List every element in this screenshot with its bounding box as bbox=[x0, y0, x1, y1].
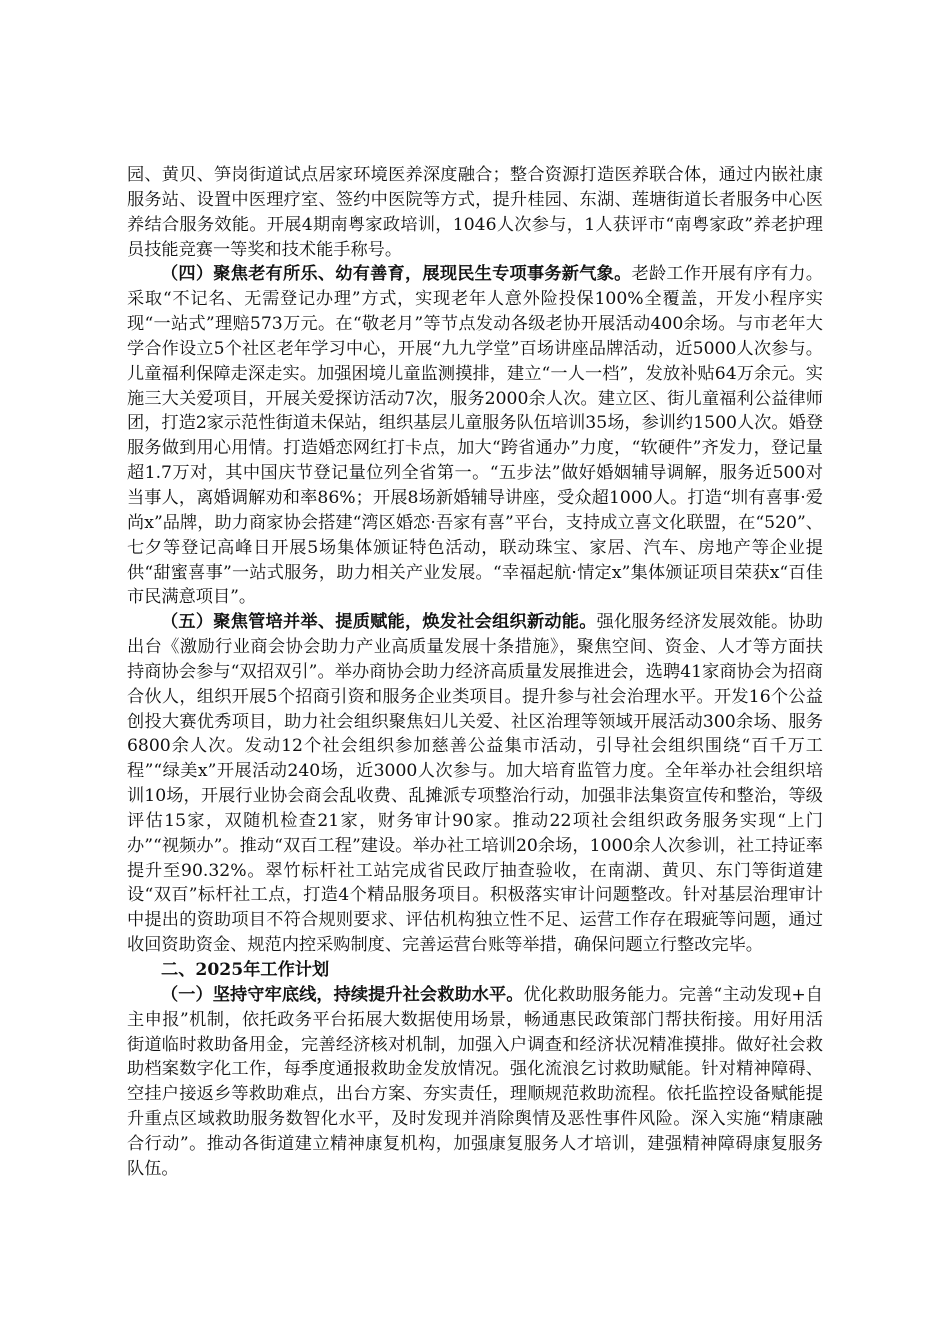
paragraph-elderly-children bbox=[127, 262, 823, 610]
paragraph-social-organizations bbox=[127, 610, 823, 958]
paragraph-continuation: 园、黄贝、笋岗街道试点居家环境医养深度融合；整合资源打造医养联合体，通过内嵌社康服务站、设置中医理疗室、签约中医院等方式，提升桂园、东湖、莲塘街道长者服务中心医养结合服务效能。开展4期南粤家政培训，1046人次参与，1人获评市“南粤家政”养老护理员技能竞赛一等奖和技术能手称号。 bbox=[127, 165, 823, 260]
plan-heading-1: （一）坚持守牢底线，持续提升社会救助水平。 bbox=[161, 984, 524, 1005]
chapter-heading-2025-plan: 二、2025年工作计划 bbox=[161, 960, 330, 980]
section-heading-5: （五）聚焦管培并举、提质赋能，焕发社会组织新动能。 bbox=[161, 612, 597, 633]
section-body-5: 强化服务经济发展效能。协助出台《激励行业商会协会助力产业高质量发展十条措施》，聚焦空间、资金、人才等方面扶持商协会参与“双招双引”。举办商协会助力经济高质量发展推进会，选聘41家商协会为招商合伙人，组织开展5个招商引资和服务企业类项目。提升参与社会治理水平。开发16个公益创投大赛优秀项目，助力社会组织聚焦妇儿关爱、社区治理等领域开展活动300余场、服务6800余人次。发动12个社会组织参加慈善公益集市活动，引导社会组织围绕“百千万工程”“绿美x”开展活动240场，近3000人次参与。加大培育监管力度。全年举办社会组织培训10场，开展行业协会商会乱收费、乱摊派专项整治行动，加强非法集资宣传和整治，等级评估15家，双随机检查21家，财务审计90家。推动22项社会组织政务服务实现“上门办”“视频办”。推动“双百工程”建设。举办社工培训20余场，1000余人次参训，社工持证率提升至90.32%。翠竹标杆社工站完成省民政厅抽查验收，在南湖、黄贝、东门等街道建设“双百”标杆社工点，打造4个精品服务项目。积极落实审计问题整改。针对基层治理审计中提出的资助项目不符合规则要求、评估机构独立性不足、运营工作存在瑕疵等问题，通过收回资助资金、规范内控采购制度、完善运营台账等举措，确保问题立行整改完毕。 bbox=[127, 612, 823, 956]
plan-body-1: 优化救助服务能力。完善“主动发现+自主申报”机制，依托政务平台拓展大数据使用场景，畅通惠民政策部门帮扶衔接。用好用活街道临时救助备用金，完善经济核对机制，加强入户调查和经济状况精准摸排。做好社会救助档案数字化工作，每季度通报救助金发放情况。强化流浪乞讨救助赋能。针对精神障碍、空挂户接返乡等救助难点，出台方案、夯实责任，理顺规范救助流程。依托监控设备赋能提升重点区域救助服务数智化水平，及时发现并消除舆情及恶性事件风险。深入实施“精康融合行动”。推动各街道建立精神康复机构，加强康复服务人才培训，建强精神障碍康复服务队伍。 bbox=[127, 984, 823, 1179]
section-heading-4: （四）聚焦老有所乐、幼有善育，展现民生专项事务新气象。 bbox=[161, 264, 632, 285]
document-page bbox=[127, 163, 823, 1182]
paragraph-social-assistance bbox=[127, 983, 823, 1182]
section-body-4: 老龄工作开展有序有力。采取“不记名、无需登记办理”方式，实现老年人意外险投保100%全覆盖，开发小程序实现“一站式”理赔573万元。在“敬老月”等节点发动各级老协开展活动400余场。与市老年大学合作设立5个社区老年学习中心，开展“九九学堂”百场讲座品牌活动，近5000人次参与。儿童福利保障走深走实。加强困境儿童监测摸排，建立“一人一档”，发放补贴64万余元。实施三大关爱项目，开展关爱探访活动7次，服务2000余人次。建立区、街儿童福利公益律师团，打造2家示范性街道未保站，组织基层儿童服务队伍培训35场，参训约1500人次。婚登服务做到用心用情。打造婚恋网红打卡点，加大“跨省通办”力度，“软硬件”齐发力，登记量超1.7万对，其中国庆节登记量位列全省第一。“五步法”做好婚姻辅导调解，服务近500对当事人，离婚调解劝和率86%；开展8场新婚辅导讲座，受众超1000人。打造“圳有喜事·爱尚x”品牌，助力商家协会搭建“湾区婚恋·吾家有喜”平台，支持成立喜文化联盟，在“520”、七夕等登记高峰日开展5场集体颁证特色活动，联动珠宝、家居、汽车、房地产等企业提供“甜蜜喜事”一站式服务，助力相关产业发展。“幸福起航·情定x”集体颁证项目荣获x“百佳市民满意项目”。 bbox=[127, 264, 823, 608]
